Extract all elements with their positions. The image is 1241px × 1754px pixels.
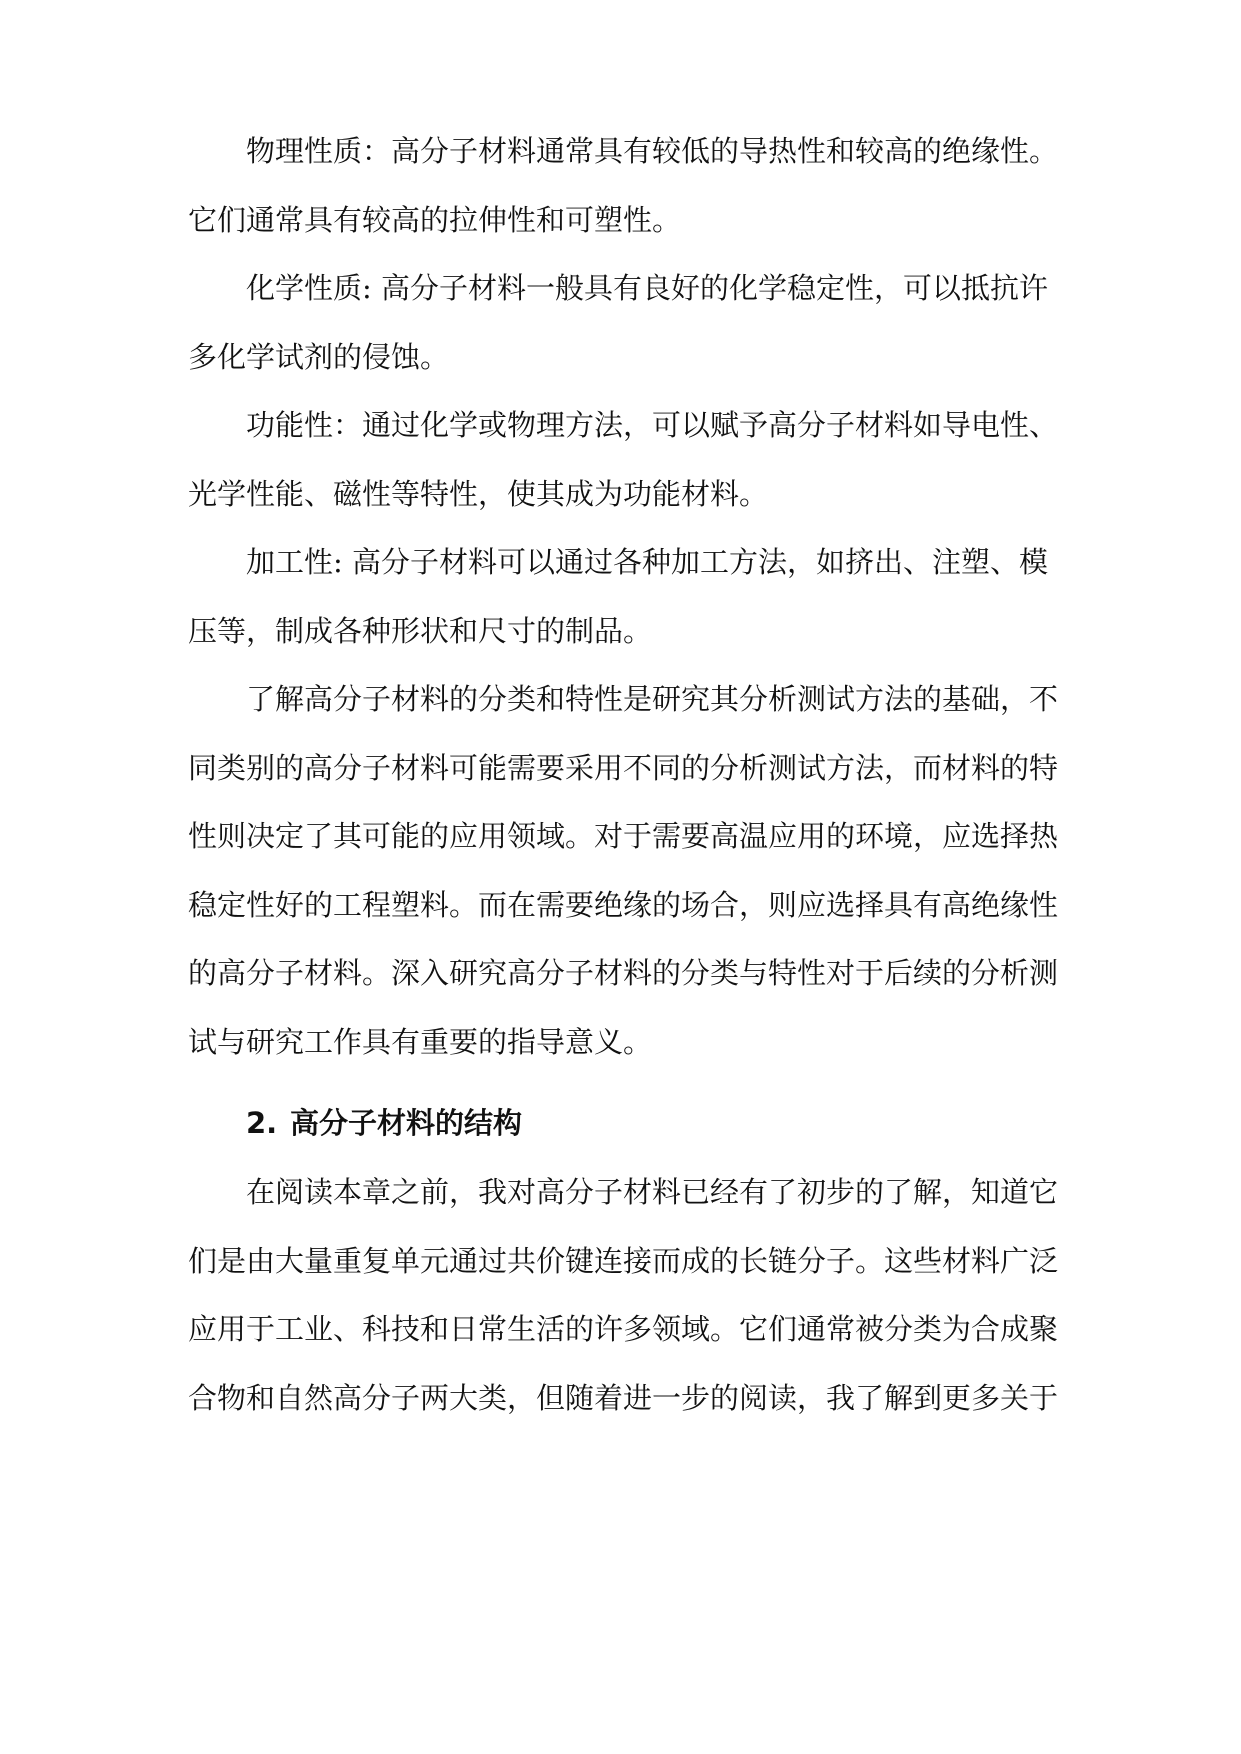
paragraph-structure-line-4: 合物和自然高分子两大类，但随着进一步的阅读，我了解到更多关于 (188, 1381, 1059, 1415)
paragraph-summary-line-6: 试与研究工作具有重要的指导意义。 (188, 1025, 653, 1059)
section-heading (246, 1103, 522, 1143)
section-number: 2. (246, 1106, 278, 1140)
paragraph-functional-line-2: 光学性能、磁性等特性，使其成为功能材料。 (188, 477, 769, 511)
paragraph-functional-line-1: 功能性：通过化学或物理方法，可以赋予高分子材料如导电性、 (246, 408, 1059, 442)
paragraph-summary-line-3: 性则决定了其可能的应用领域。对于需要高温应用的环境，应选择热 (188, 819, 1059, 853)
paragraph-structure-line-2: 们是由大量重复单元通过共价键连接而成的长链分子。这些材料广泛 (188, 1244, 1059, 1278)
paragraph-physical-line-2: 它们通常具有较高的拉伸性和可塑性。 (188, 203, 682, 237)
section-title: 高分子材料的结构 (290, 1106, 523, 1140)
paragraph-structure-line-1: 在阅读本章之前，我对高分子材料已经有了初步的了解，知道它 (246, 1175, 1059, 1209)
paragraph-summary-line-2: 同类别的高分子材料可能需要采用不同的分析测试方法，而材料的特 (188, 751, 1059, 785)
paragraph-summary-line-1: 了解高分子材料的分类和特性是研究其分析测试方法的基础，不 (246, 682, 1059, 716)
paragraph-summary-line-4: 稳定性好的工程塑料。而在需要绝缘的场合，则应选择具有高绝缘性 (188, 888, 1059, 922)
paragraph-processing-line-2: 压等，制成各种形状和尺寸的制品。 (188, 614, 653, 648)
paragraph-chemical-line-1: 化学性质: 高分子材料一般具有良好的化学稳定性，可以抵抗许 (246, 271, 1048, 305)
paragraph-structure-line-3: 应用于工业、科技和日常生活的许多领域。它们通常被分类为合成聚 (188, 1312, 1059, 1346)
paragraph-summary-line-5: 的高分子材料。深入研究高分子材料的分类与特性对于后续的分析测 (188, 956, 1059, 990)
paragraph-processing-line-1: 加工性: 高分子材料可以通过各种加工方法，如挤出、注塑、模 (246, 545, 1048, 579)
paragraph-physical-line-1: 物理性质：高分子材料通常具有较低的导热性和较高的绝缘性。 (246, 134, 1059, 168)
paragraph-chemical-line-2: 多化学试剂的侵蚀。 (188, 340, 450, 374)
